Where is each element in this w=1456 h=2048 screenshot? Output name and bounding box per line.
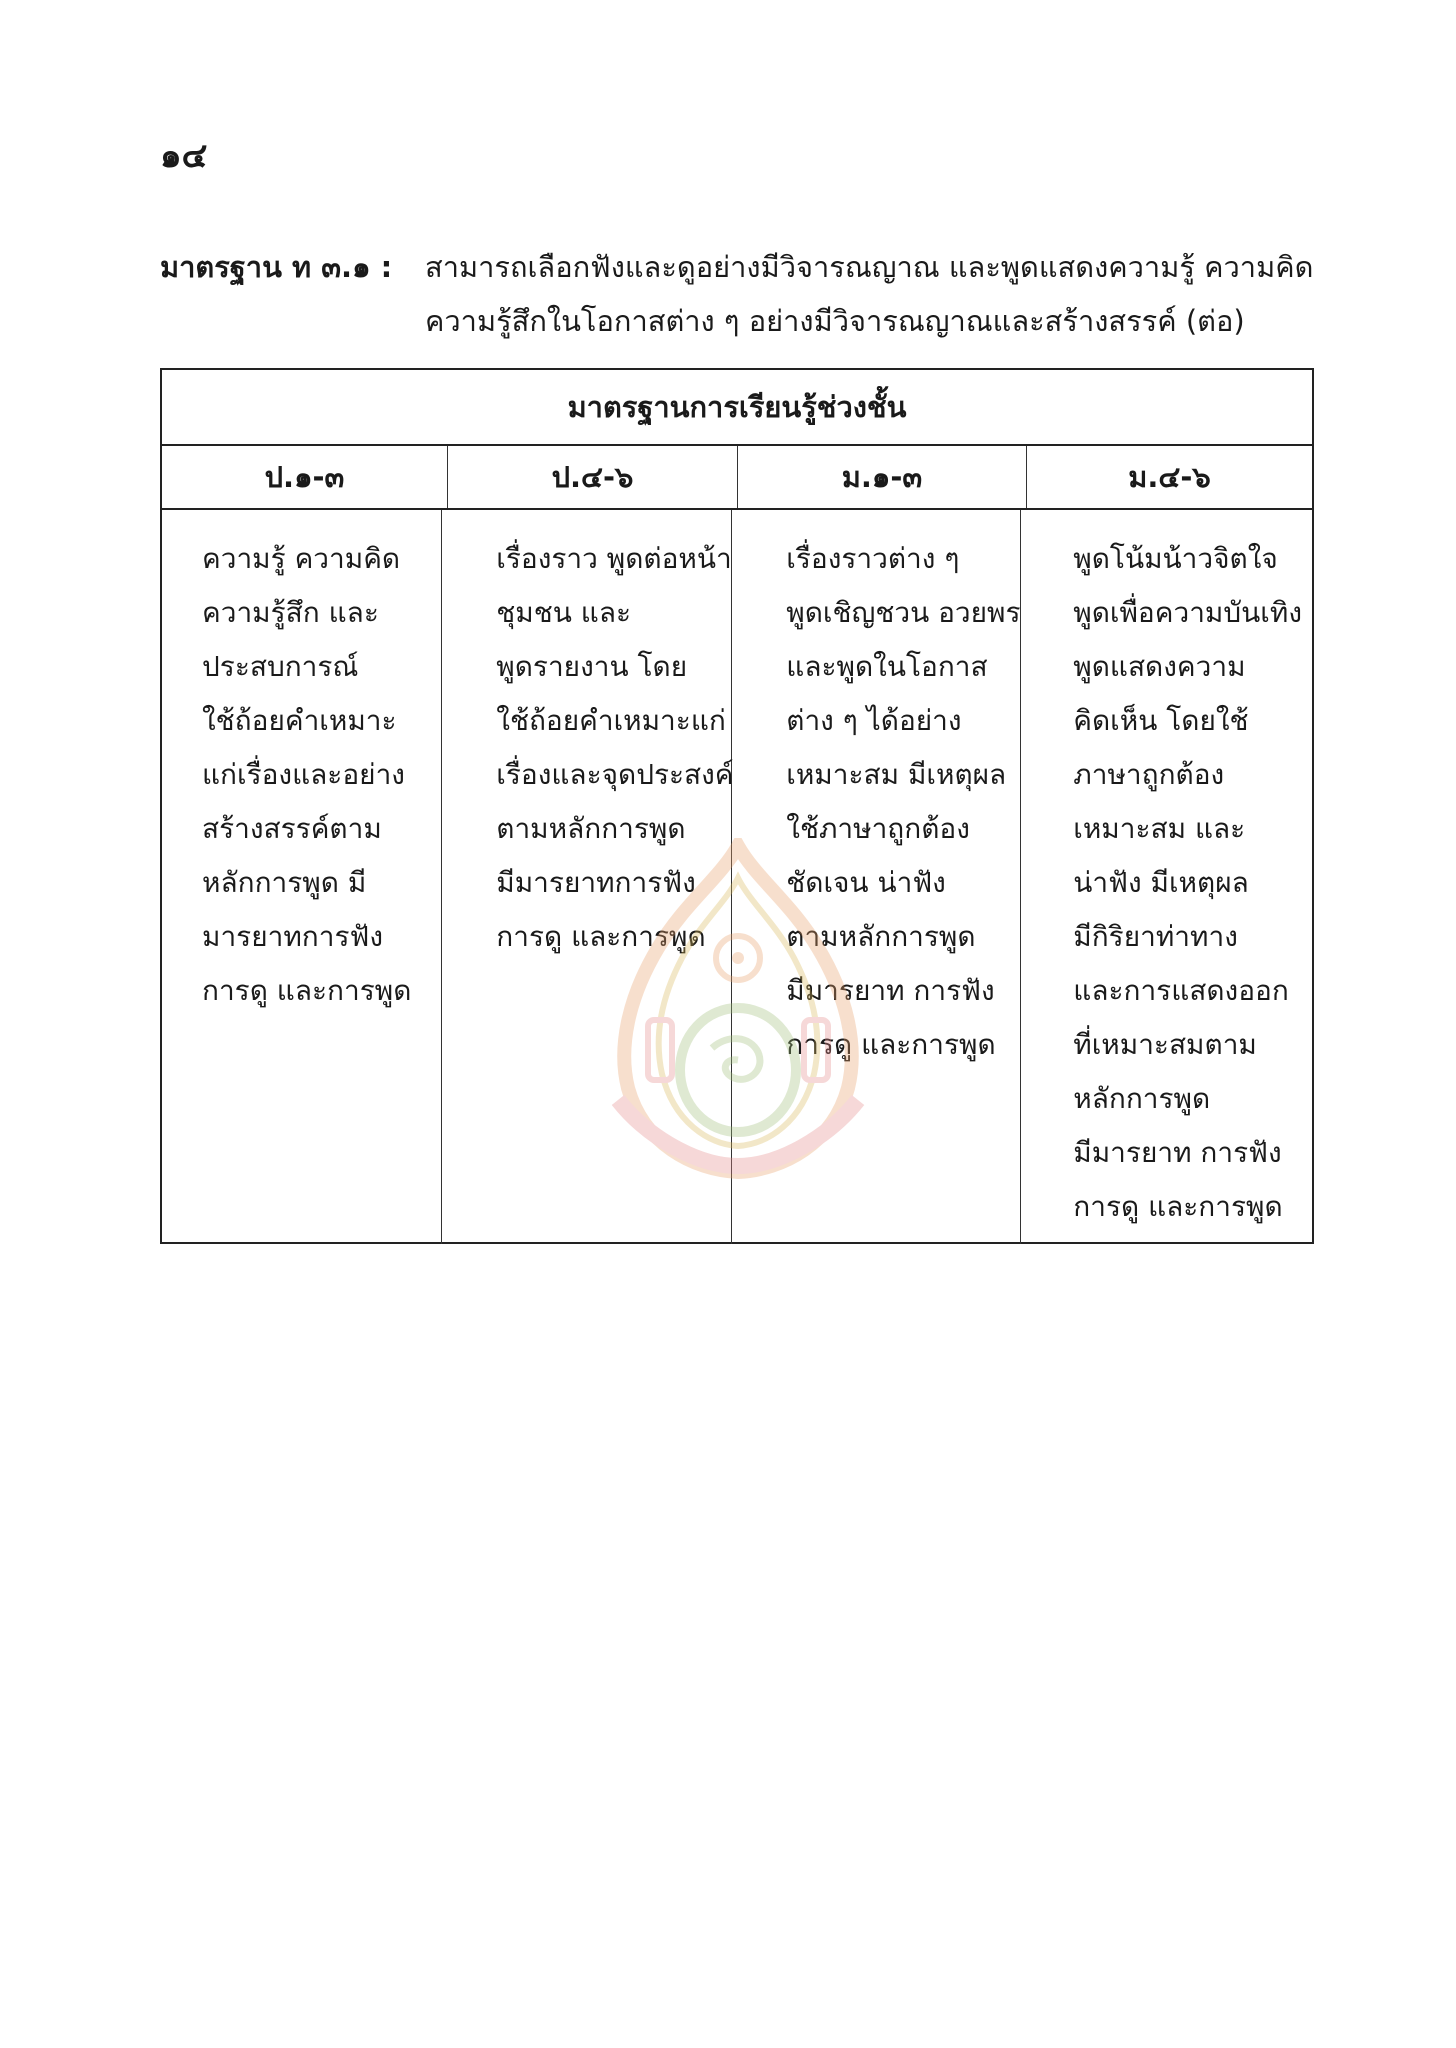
standard-text	[425, 240, 1320, 348]
cell-line: หลักการพูด	[1073, 1082, 1211, 1115]
cell-line: ประสบการณ์	[202, 650, 359, 683]
standard-label: มาตรฐาน ท ๓.๑ :	[160, 250, 393, 284]
cell-line: พูดเชิญชวน อวยพร	[786, 596, 1021, 629]
cell-line: การดู และการพูด	[786, 1028, 996, 1061]
cell-line: เรื่องและจุดประสงค์	[496, 758, 734, 791]
cell-line: พูดเพื่อความบันเทิง	[1073, 596, 1302, 629]
table-title: มาตรฐานการเรียนรู้ช่วงชั้น	[162, 370, 1312, 446]
cell-line: พูดโน้มน้าวจิตใจ	[1073, 542, 1278, 575]
cell-line: ชัดเจน น่าฟัง	[786, 866, 946, 899]
standard-text-line: ความรู้สึกในโอกาสต่าง ๆ อย่างมีวิจารณญาณและสร้างสรรค์ (ต่อ)	[425, 304, 1245, 338]
column-header-p4-6: ป.๔-๖	[448, 446, 738, 508]
cell-line: ตามหลักการพูด	[786, 920, 976, 953]
cell-line: การดู และการพูด	[496, 920, 706, 953]
table-cell-m4-6	[1021, 510, 1312, 1244]
cell-line: มีมารยาท การฟัง	[1073, 1136, 1282, 1169]
cell-line: การดู และการพูด	[1073, 1190, 1283, 1223]
cell-line: แก่เรื่องและอย่าง	[202, 758, 405, 791]
cell-line: และการแสดงออก	[1073, 974, 1289, 1007]
cell-line: มารยาทการฟัง	[202, 920, 384, 953]
column-header-p1-3: ป.๑-๓	[162, 446, 448, 508]
cell-line: เรื่องราว พูดต่อหน้า	[496, 542, 732, 575]
cell-line: มีกิริยาท่าทาง	[1073, 920, 1238, 953]
cell-line: ความรู้สึก และ	[202, 596, 379, 629]
cell-line: ใช้ถ้อยคำเหมาะ	[202, 704, 397, 737]
cell-line: พูดแสดงความ	[1073, 650, 1246, 683]
column-header-m1-3: ม.๑-๓	[738, 446, 1027, 508]
standards-table	[160, 368, 1314, 1244]
cell-line: และพูดในโอกาส	[786, 650, 988, 683]
table-cell-m1-3	[732, 510, 1021, 1244]
cell-line: การดู และการพูด	[202, 974, 412, 1007]
cell-line: มีมารยาท การฟัง	[786, 974, 995, 1007]
cell-line: ตามหลักการพูด	[496, 812, 686, 845]
cell-line: สร้างสรรค์ตาม	[202, 812, 382, 845]
cell-line: ภาษาถูกต้อง	[1073, 758, 1225, 791]
cell-line: เรื่องราวต่าง ๆ	[786, 542, 960, 575]
cell-line: ใช้ถ้อยคำเหมาะแก่	[496, 704, 726, 737]
cell-line: เหมาะสม มีเหตุผล	[786, 758, 1007, 791]
table-body-row	[162, 510, 1312, 1244]
table-header-row	[162, 446, 1312, 510]
cell-line: หลักการพูด มี	[202, 866, 367, 899]
table-cell-p4-6	[442, 510, 732, 1244]
cell-line: ชุมชน และ	[496, 596, 632, 629]
cell-line: ความรู้ ความคิด	[202, 542, 401, 575]
cell-line: น่าฟัง มีเหตุผล	[1073, 866, 1249, 899]
cell-line: ต่าง ๆ ได้อย่าง	[786, 704, 962, 737]
cell-line: คิดเห็น โดยใช้	[1073, 704, 1249, 737]
page-number: ๑๔	[160, 136, 208, 176]
table-cell-p1-3	[162, 510, 442, 1244]
cell-line: พูดรายงาน โดย	[496, 650, 688, 683]
standard-text-line: สามารถเลือกฟังและดูอย่างมีวิจารณญาณ และพูดแสดงความรู้ ความคิด	[425, 250, 1314, 284]
cell-line: ที่เหมาะสมตาม	[1073, 1028, 1257, 1061]
cell-line: มีมารยาทการฟัง	[496, 866, 696, 899]
standard-heading	[160, 240, 1320, 348]
cell-line: เหมาะสม และ	[1073, 812, 1246, 845]
cell-line: ใช้ภาษาถูกต้อง	[786, 812, 970, 845]
column-header-m4-6: ม.๔-๖	[1128, 460, 1211, 494]
